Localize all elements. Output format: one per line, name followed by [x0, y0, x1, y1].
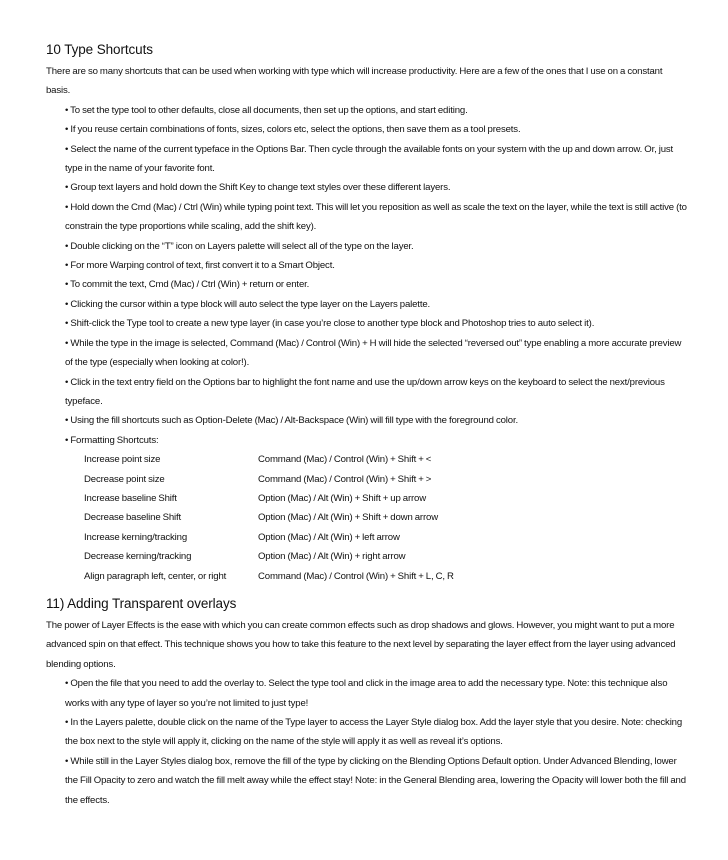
- list-item: • Hold down the Cmd (Mac) / Ctrl (Win) while typing point text. This will let you reposition as well as scale the text on the layer, while the text is still active (to constrain the type proportions while scaling, add the shift key).: [65, 201, 687, 233]
- formatting-shortcuts-table: [84, 450, 454, 586]
- list-item: • Using the fill shortcuts such as Option-Delete (Mac) / Alt-Backspace (Win) will fill type with the foreground color.: [65, 415, 519, 427]
- table-row: [84, 450, 454, 469]
- list-item: • While the type in the image is selected, Command (Mac) / Control (Win) + H will hide the selected “reversed out” type enabling a more accurate preview of the type (especially when looking at color!).: [65, 337, 682, 369]
- list-item: • For more Warping control of text, first convert it to a Smart Object.: [65, 260, 335, 272]
- shortcut-action: Increase baseline Shift: [84, 492, 177, 504]
- list-item: • Shift-click the Type tool to create a new type layer (in case you’re close to another type block and Photoshop tries to auto select it).: [65, 318, 595, 330]
- shortcut-keys: Option (Mac) / Alt (Win) + Shift + up arrow: [258, 492, 427, 504]
- shortcut-keys: Option (Mac) / Alt (Win) + Shift + down arrow: [258, 512, 438, 524]
- table-row: [84, 547, 454, 566]
- list-item: • Clicking the cursor within a type block will auto select the type layer on the Layers palette.: [65, 298, 431, 310]
- list-item: • To commit the text, Cmd (Mac) / Ctrl (Win) + return or enter.: [65, 279, 310, 291]
- table-row: [84, 528, 454, 547]
- table-row: [84, 489, 454, 508]
- list-item: • Open the file that you need to add the overlay to. Select the type tool and click in the image area to add the necessary type. Note: this technique also works with any type of layer so you’re not limited to just type!: [65, 678, 668, 709]
- shortcut-action: Decrease baseline Shift: [84, 512, 182, 524]
- shortcut-action: Decrease kerning/tracking: [84, 551, 192, 563]
- shortcut-action: Increase point size: [84, 454, 161, 466]
- list-item: • While still in the Layer Styles dialog box, remove the fill of the type by clicking on the Blending Options Default option. Under Advanced Blending, lower the Fill Opacity to zero and watch the fill melt away while the effect stay! Note: in the General Blending area, lowering the Opacity will lower both the fill and the effects.: [65, 755, 686, 806]
- shortcut-keys: Command (Mac) / Control (Win) + Shift + L, C, R: [258, 570, 454, 582]
- shortcut-action: Align paragraph left, center, or right: [84, 570, 227, 582]
- section-spacer: [46, 586, 688, 594]
- section-10-intro: There are so many shortcuts that can be used when working with type which will increase productivity. Here are a few of the ones that I use on a constant basis.: [46, 66, 663, 97]
- list-item: • Double clicking on the “T” icon on Layers palette will select all of the type on the layer.: [65, 240, 414, 252]
- table-row: [84, 508, 454, 527]
- list-item: • Formatting Shortcuts:: [65, 434, 159, 446]
- table-row: [84, 567, 454, 586]
- section-11-intro: The power of Layer Effects is the ease with which you can create common effects such as drop shadows and glows. However, you might want to put a more advanced spin on that effect. This technique shows you how to take this feature to the next level by separating the layer effect from the layer using advanced blending options.: [46, 619, 676, 670]
- section-11-title: 11) Adding Transparent overlays: [46, 595, 237, 611]
- section-11-bullet-list: [46, 674, 688, 810]
- section-10-title: 10 Type Shortcuts: [46, 42, 153, 57]
- list-item: • In the Layers palette, double click on the name of the Type layer to access the Layer Style dialog box. Add the layer style that you desire. Note: checking the box next to the style will apply it, clicking on the name of the style will apply it as well as reveal it’s options.: [65, 717, 683, 748]
- shortcut-keys: Command (Mac) / Control (Win) + Shift + <: [258, 454, 432, 466]
- shortcut-keys: Option (Mac) / Alt (Win) + right arrow: [258, 551, 406, 563]
- list-item: • If you reuse certain combinations of fonts, sizes, colors etc, select the options, then save them as a tool presets.: [65, 124, 521, 136]
- list-item: • Click in the text entry field on the Options bar to highlight the font name and use the up/down arrow keys on the keyboard to select the next/previous typeface.: [65, 376, 665, 407]
- shortcut-keys: Command (Mac) / Control (Win) + Shift + >: [258, 473, 432, 485]
- shortcut-action: Increase kerning/tracking: [84, 531, 188, 543]
- list-item: • To set the type tool to other defaults, close all documents, then set up the options, and start editing.: [65, 104, 468, 116]
- list-item: • Group text layers and hold down the Shift Key to change text styles over these different layers.: [65, 182, 451, 194]
- shortcut-action: Decrease point size: [84, 473, 165, 485]
- shortcut-keys: Option (Mac) / Alt (Win) + left arrow: [258, 531, 400, 543]
- table-row: [84, 470, 454, 489]
- list-item: • Select the name of the current typeface in the Options Bar. Then cycle through the available fonts on your system with the up and down arrow. Or, just type in the name of your favorite font.: [65, 143, 674, 175]
- section-10-bullet-list: [46, 101, 688, 450]
